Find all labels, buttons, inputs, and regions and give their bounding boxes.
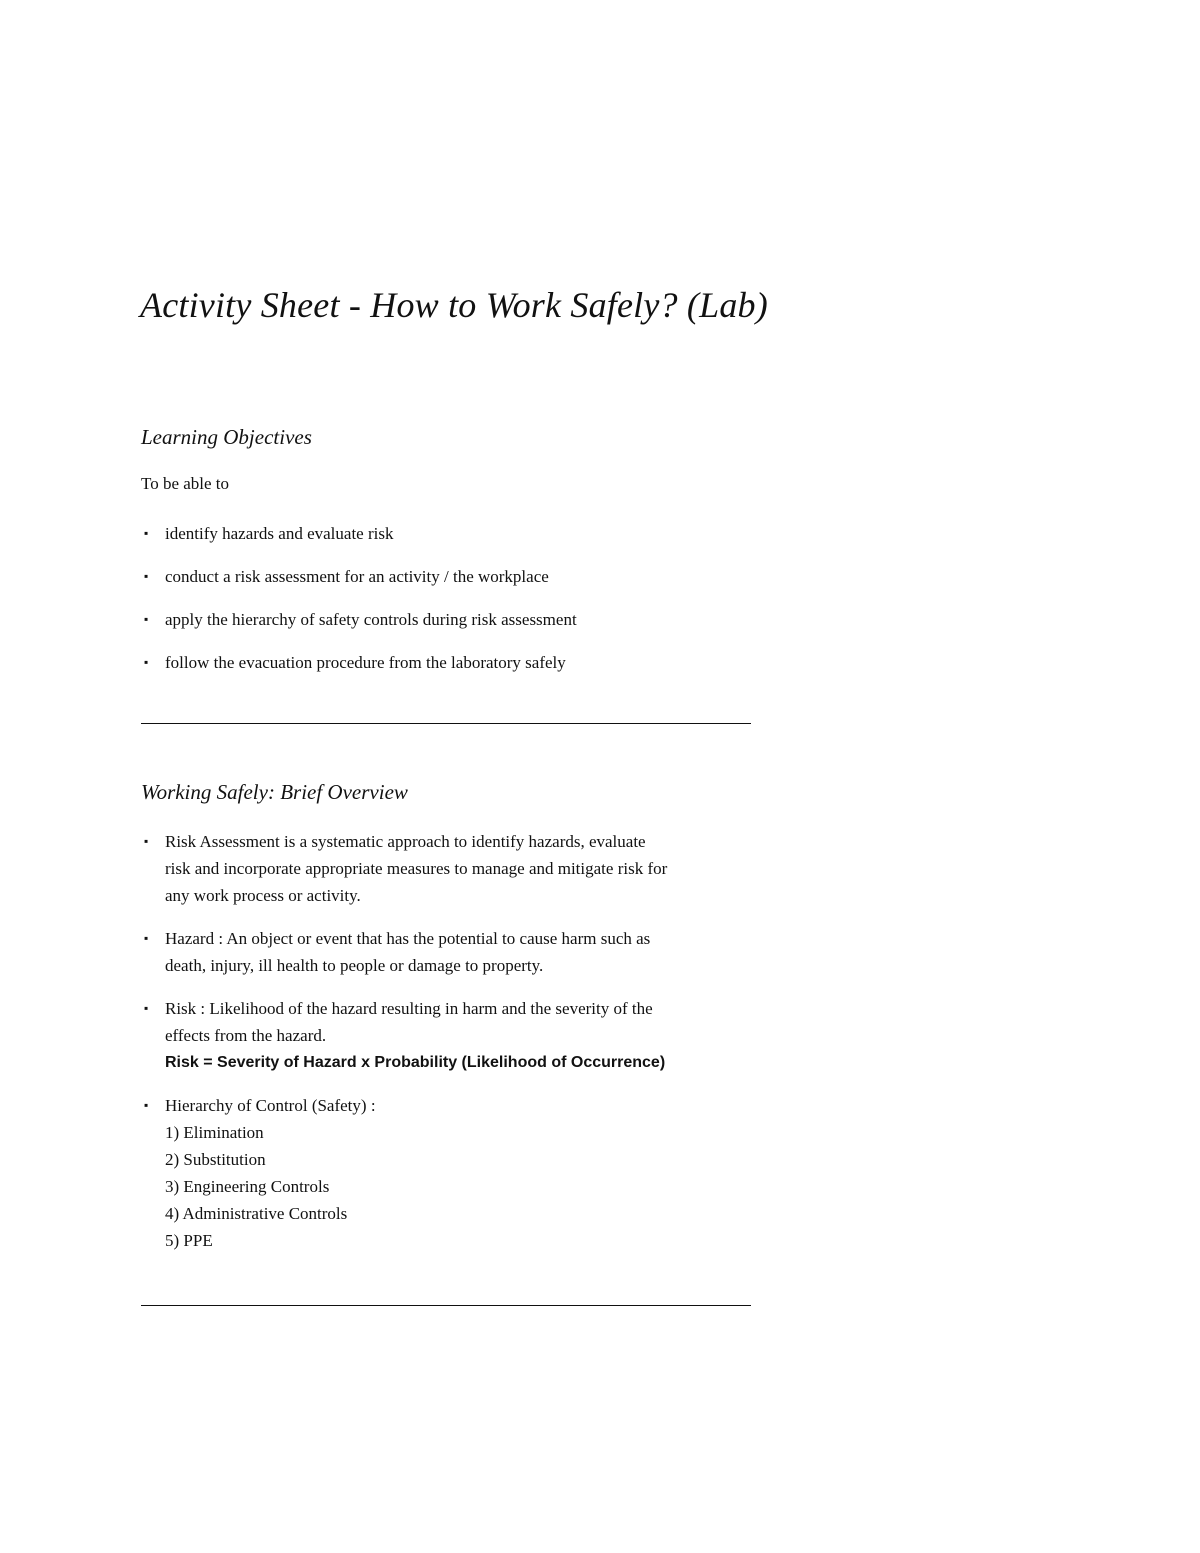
bullet-icon: ▪: [144, 612, 149, 626]
list-item: [141, 649, 577, 692]
objective-text: follow the evacuation procedure from the laboratory safely: [165, 653, 566, 672]
overview-list: [141, 828, 745, 1270]
bullet-icon: ▪: [144, 834, 149, 848]
bullet-icon: ▪: [144, 655, 149, 669]
objective-text: conduct a risk assessment for an activity / the workplace: [165, 567, 549, 586]
hazard-text: death, injury, ill health to people or damage to property.: [165, 956, 544, 975]
risk-assessment-text: any work process or activity.: [165, 886, 361, 905]
hierarchy-item: 5) PPE: [165, 1231, 213, 1250]
list-item-hierarchy: [141, 1092, 745, 1254]
section-divider: [141, 723, 751, 724]
bullet-icon: ▪: [144, 526, 149, 540]
risk-formula: Risk = Severity of Hazard x Probability (Likelihood of Occurrence): [165, 1054, 666, 1071]
risk-assessment-text: Risk Assessment is a systematic approach to identify hazards, evaluate: [165, 832, 646, 851]
hierarchy-item: 1) Elimination: [165, 1123, 264, 1142]
risk-text: Risk : Likelihood of the hazard resulting in harm and the severity of the: [165, 999, 653, 1018]
list-item-hazard: [141, 925, 745, 979]
list-item: [141, 520, 577, 563]
list-item: [141, 606, 577, 649]
page-title: Activity Sheet - How to Work Safely? (Lab): [140, 285, 768, 325]
bullet-icon: ▪: [144, 931, 149, 945]
hierarchy-label: Hierarchy of Control (Safety) :: [165, 1096, 376, 1115]
objectives-intro: To be able to: [141, 474, 230, 493]
objective-text: apply the hierarchy of safety controls during risk assessment: [165, 610, 577, 629]
bullet-icon: ▪: [144, 569, 149, 583]
hierarchy-item: 3) Engineering Controls: [165, 1177, 330, 1196]
hierarchy-item: 2) Substitution: [165, 1150, 266, 1169]
list-item-risk-assessment: [141, 828, 745, 909]
objective-text: identify hazards and evaluate risk: [165, 524, 394, 543]
learning-objectives-heading: Learning Objectives: [141, 425, 312, 449]
hierarchy-item: 4) Administrative Controls: [165, 1204, 348, 1223]
list-item: [141, 563, 577, 606]
bullet-icon: ▪: [144, 1098, 149, 1112]
section-divider: [141, 1305, 751, 1306]
bullet-icon: ▪: [144, 1001, 149, 1015]
overview-heading: Working Safely: Brief Overview: [141, 780, 408, 804]
risk-text: effects from the hazard.: [165, 1026, 327, 1045]
objectives-list: [141, 520, 577, 692]
hazard-text: Hazard : An object or event that has the potential to cause harm such as: [165, 929, 651, 948]
list-item-risk: [141, 995, 745, 1076]
risk-assessment-text: risk and incorporate appropriate measures to manage and mitigate risk for: [165, 859, 668, 878]
